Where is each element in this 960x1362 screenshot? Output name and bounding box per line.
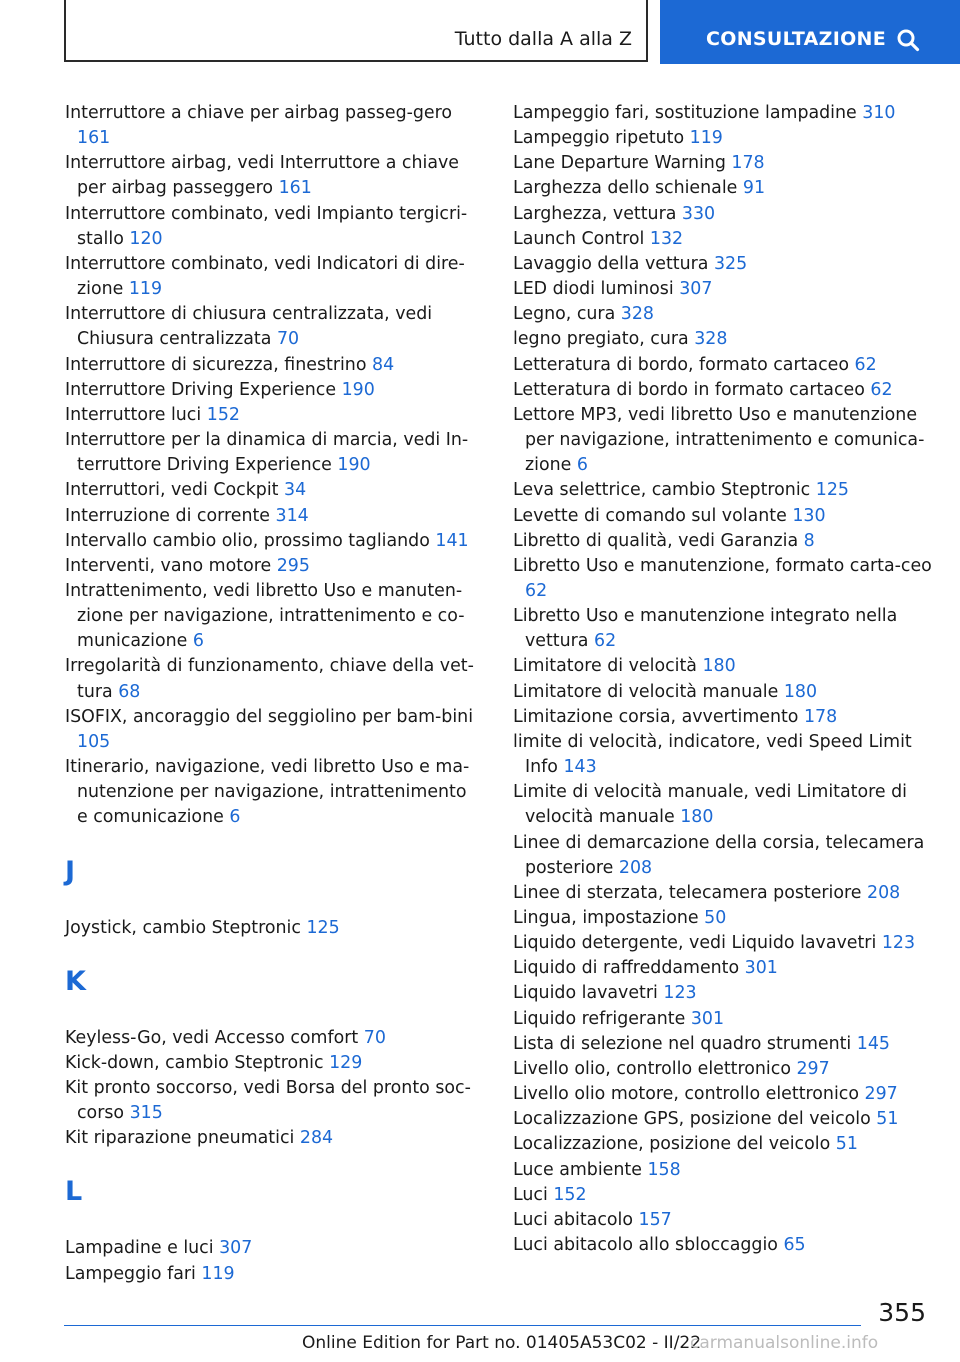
page-reference-link[interactable]: 91 [742,178,766,199]
index-entry [513,1208,933,1233]
index-entry-text: Interruttore di chiusura centralizzata, vedi Chiusura centralizzata [65,304,433,350]
index-letter-heading: K [65,965,86,997]
page-reference-link[interactable]: 208 [867,882,901,903]
index-column-left [65,101,480,1287]
index-entry-text: Limitatore di velocità manuale [513,681,779,702]
index-entry-text: Interruzione di corrente [65,505,270,526]
index-entry-text: Liquido refrigerante [513,1008,686,1029]
page-reference-link[interactable]: 105 [77,731,111,752]
index-entry [513,504,933,529]
index-entry-text: Interventi, vano motore [65,555,272,576]
index-entry-text: LED diodi luminosi [513,279,674,300]
index-entry [513,302,933,327]
index-entry-text: Interruttore di sicurezza, finestrino [65,354,367,375]
index-entry [513,881,933,906]
index-entry [65,403,480,428]
index-entry-text: Leva selettrice, cambio Steptronic [513,480,811,501]
index-entry [65,1126,480,1151]
index-entry-text: Livello olio motore, controllo elettronico [513,1084,859,1105]
page-reference-link[interactable]: 180 [783,681,818,702]
page-reference-link[interactable]: 208 [618,857,653,878]
page-reference-link[interactable]: 180 [680,807,714,828]
index-letter-heading: J [65,855,76,887]
index-entry [513,730,933,780]
page-reference-link[interactable]: 310 [862,103,896,123]
page-reference-link[interactable]: 6 [229,807,241,828]
index-entry-text: Luci abitacolo [513,1209,634,1230]
page-reference-link[interactable]: 123 [881,933,916,954]
edition-footer: Online Edition for Part no. 01405A53C02 - II/22 [302,1333,702,1353]
index-entry-text: Kick-down, cambio Steptronic [65,1052,324,1073]
page-reference-link[interactable]: 301 [690,1008,725,1029]
index-entry-text: Limitatore di velocità [513,656,697,677]
index-entry [513,705,933,730]
index-entry [65,916,480,941]
index-entry-text: Linee di sterzata, telecamera posteriore [513,882,862,903]
index-entry-text: Interruttore combinato, vedi Impianto tergicri-stallo [65,203,468,249]
index-entry [65,755,480,830]
index-entry [65,302,480,352]
index-entry-text: Lingua, impostazione [513,908,699,928]
index-entry-text: Keyless-Go, vedi Accesso comfort [65,1027,359,1048]
page-reference-link[interactable]: 50 [704,908,727,928]
index-entry-text: Lampeggio fari, sostituzione lampadine [513,103,857,123]
index-entry-text: Larghezza, vettura [513,203,677,224]
index-entry-text: Lane Departure Warning [513,153,726,174]
index-entry [513,353,933,378]
index-entry [513,831,933,881]
index-entry-text: Luci abitacolo allo sbloccaggio [513,1235,778,1256]
index-entry-text: Levette di comando sul volante [513,505,787,526]
page-reference-link[interactable]: 6 [576,455,588,476]
page-reference-link[interactable]: 307 [679,279,713,300]
index-entry [65,1076,480,1126]
page-reference-link[interactable]: 129 [329,1052,363,1073]
index-entry-text: Localizzazione, posizione del veicolo [513,1134,831,1155]
index-entry-text: Intrattenimento, vedi libretto Uso e manuten-zione per navigazione, intrattenimento e co-municazione [65,580,465,652]
page-reference-link[interactable]: 180 [702,656,736,677]
index-entry-text: limite di velocità, indicatore, vedi Speed Limit Info [513,731,912,778]
index-entry [513,176,933,201]
page-reference-link[interactable]: 157 [638,1209,672,1230]
search-icon [896,28,920,52]
index-entry-text: Liquido detergente, vedi Liquido lavavetri [513,933,877,954]
index-entry [513,403,933,478]
index-entry-text: Kit pronto soccorso, vedi Borsa del pronto soc-corso [65,1078,471,1124]
page-reference-link[interactable]: 51 [835,1134,858,1155]
page-reference-link[interactable]: 143 [563,757,597,778]
index-entry-text: Lavaggio della vettura [513,253,709,274]
index-entry [65,1051,480,1076]
page-reference-link[interactable]: 130 [792,505,826,526]
page-reference-link[interactable]: 190 [341,379,375,400]
page-reference-link[interactable]: 325 [713,253,748,274]
index-letter-heading: L [65,1176,83,1208]
watermark: carmanualsonline.info [690,1333,879,1353]
index-entry [65,378,480,403]
index-entry-text: Launch Control [513,228,645,249]
index-entry-text: Interruttori, vedi Cockpit [65,480,279,501]
index-entry-text: Irregolarità di funzionamento, chiave della vet-tura [65,656,474,702]
index-entry [65,252,480,302]
page-reference-link[interactable]: 161 [77,128,111,149]
index-entry [513,956,933,981]
section-header-box [64,0,648,62]
page-reference-link[interactable]: 314 [275,505,309,526]
page-reference-link[interactable]: 152 [553,1184,587,1205]
index-entry-text: Kit riparazione pneumatici [65,1128,295,1149]
index-entry [65,353,480,378]
index-entry-text: Interruttore a chiave per airbag passeg-gero [65,103,453,123]
index-entry-text: Letteratura di bordo in formato cartaceo [513,379,865,400]
index-entry [513,151,933,176]
page-reference-link[interactable]: 119 [201,1263,235,1284]
index-entry [513,1057,933,1082]
index-entry [65,654,480,704]
index-entry [513,981,933,1006]
page-reference-link[interactable]: 125 [306,917,340,938]
index-column-right [513,101,933,1258]
page-reference-link[interactable]: 6 [192,631,204,652]
index-entry-text: Luci [513,1184,548,1205]
index-entry [65,1026,480,1051]
index-entry [513,1132,933,1157]
index-entry-text: Letteratura di bordo, formato cartaceo [513,354,849,375]
page-reference-link[interactable]: 301 [744,958,778,979]
page-reference-link[interactable]: 141 [435,530,469,551]
index-entry-text: Localizzazione GPS, posizione del veicolo [513,1109,871,1130]
index-entry [65,478,480,503]
page-reference-link[interactable]: 119 [128,279,163,300]
page-reference-link[interactable]: 119 [689,128,723,149]
index-entry-text: Interruttore airbag, vedi Interruttore a chiave per airbag passeggero [65,153,459,199]
index-entry [513,1233,933,1258]
index-entry-text: Linee di demarcazione della corsia, telecamera posteriore [513,832,925,878]
page-reference-link[interactable]: 51 [876,1109,899,1130]
index-entry-text: Liquido lavavetri [513,983,658,1004]
index-entry-text: Liquido di raffreddamento [513,958,740,979]
index-entry-text: Libretto di qualità, vedi Garanzia [513,530,799,551]
index-entry [513,1107,933,1132]
index-entry-text: Joystick, cambio Steptronic [65,917,301,938]
page-reference-link[interactable]: 70 [363,1027,386,1048]
page-reference-link[interactable]: 152 [206,404,240,425]
page-reference-link[interactable]: 158 [647,1159,681,1180]
index-entry [65,1262,480,1287]
index-entry [65,554,480,579]
page-reference-link[interactable]: 315 [129,1103,163,1124]
index-entry [65,529,480,554]
page-reference-link[interactable]: 120 [129,228,163,249]
section-title: Tutto dalla A alla Z [454,28,632,50]
index-entry [513,554,933,604]
page-reference-link[interactable]: 297 [864,1084,898,1105]
page-reference-link[interactable]: 145 [856,1033,890,1054]
index-entry-text: Larghezza dello schienale [513,178,738,199]
page-reference-link[interactable]: 307 [219,1238,253,1259]
page-reference-link[interactable]: 284 [299,1128,334,1149]
page-reference-link[interactable]: 330 [681,203,716,224]
page-reference-link[interactable]: 8 [803,530,815,551]
index-entry [65,101,480,151]
index-entry-text: Lampeggio fari [65,1263,196,1284]
page-reference-link[interactable]: 297 [796,1058,830,1079]
index-entry [513,680,933,705]
index-entry [513,327,933,352]
index-entry-text: Livello olio, controllo elettronico [513,1058,791,1079]
index-entry [65,428,480,478]
index-entry-text: Intervallo cambio olio, prossimo tagliando [65,530,430,551]
page-reference-link[interactable]: 34 [284,480,307,501]
page-reference-link[interactable]: 62 [594,631,617,652]
page-reference-link[interactable]: 62 [870,379,893,400]
index-entry-text: legno pregiato, cura [513,329,689,350]
footer-divider [64,1325,861,1326]
index-entry-text: Limitazione corsia, avvertimento [513,706,799,727]
page-reference-link[interactable]: 62 [854,354,877,375]
index-entry [65,579,480,654]
index-entry [513,277,933,302]
page-reference-link[interactable]: 62 [525,580,548,601]
index-entry [513,478,933,503]
page-reference-link[interactable]: 68 [118,681,141,702]
index-entry-text: Limite di velocità manuale, vedi Limitatore di velocità manuale [513,782,907,828]
page-reference-link[interactable]: 84 [372,354,395,375]
index-entry [513,202,933,227]
page-reference-link[interactable]: 65 [783,1235,806,1256]
index-entry [65,151,480,201]
page-reference-link[interactable]: 178 [803,706,838,727]
page-reference-link[interactable]: 161 [278,178,312,199]
index-entry-text: Lampadine e luci [65,1238,214,1259]
index-entry [513,378,933,403]
index-entry [513,529,933,554]
index-entry-text: Legno, cura [513,304,616,325]
index-entry [65,202,480,252]
page-reference-link[interactable]: 123 [663,983,697,1004]
index-entry [65,1236,480,1261]
index-entry-text: Interruttore per la dinamica di marcia, vedi In-terruttore Driving Experience [65,430,469,476]
index-entry-text: Lampeggio ripetuto [513,128,685,149]
index-entry [65,504,480,529]
index-entry-text: ISOFIX, ancoraggio del seggiolino per bam-bini [65,706,474,727]
index-entry-text: Interruttore luci [65,404,202,425]
index-entry [513,780,933,830]
page-reference-link[interactable]: 70 [276,329,300,350]
index-entry-text: Luce ambiente [513,1159,642,1180]
tab-label: CONSULTAZIONE [706,28,887,50]
index-entry-text: Interruttore combinato, vedi Indicatori di dire-zione [65,253,465,300]
page-reference-link[interactable]: 328 [620,304,654,325]
page-reference-link[interactable]: 295 [276,555,310,576]
index-entry [513,1032,933,1057]
index-entry-text: Lista di selezione nel quadro strumenti [513,1033,852,1054]
index-entry [513,1183,933,1208]
index-entry [513,906,933,931]
index-entry [513,654,933,679]
page-reference-link[interactable]: 125 [815,480,849,501]
index-entry [513,252,933,277]
index-entry [513,1082,933,1107]
page-reference-link[interactable]: 190 [337,455,371,476]
index-entry [513,604,933,654]
index-entry [513,1007,933,1032]
page-reference-link[interactable]: 132 [649,228,684,249]
index-entry [513,1158,933,1183]
index-entry [65,705,480,755]
index-entry [513,931,933,956]
index-entry [513,101,933,126]
page-number: 355 [878,1298,926,1327]
page-reference-link[interactable]: 328 [694,329,728,350]
index-entry-text: Itinerario, navigazione, vedi libretto Uso e ma-nutenzione per navigazione, intrattenimento e comunicazione [65,757,470,828]
index-entry-text: Libretto Uso e manutenzione, formato carta-ceo [513,555,932,576]
index-entry [513,126,933,151]
page-reference-link[interactable]: 178 [731,153,765,174]
consultazione-tab[interactable] [660,0,960,64]
index-entry-text: Lettore MP3, vedi libretto Uso e manutenzione per navigazione, intrattenimento e comunica-zione [513,404,925,476]
index-entry-text: Libretto Uso e manutenzione integrato nella vettura [513,606,898,652]
index-entry [513,227,933,252]
index-entry-text: Interruttore Driving Experience [65,379,337,400]
